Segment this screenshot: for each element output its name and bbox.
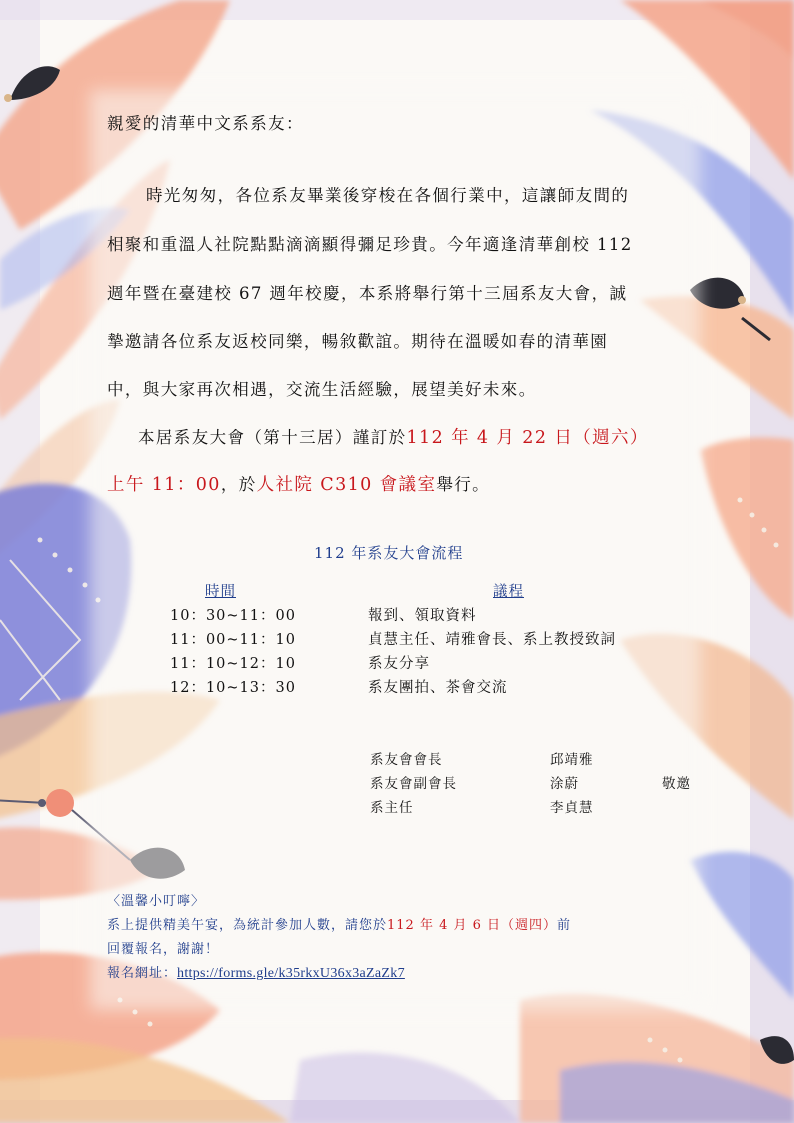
event-date: 112 年 4 月 22 日（週六） — [406, 428, 649, 448]
schedule-title: 112 年系友大會流程 — [314, 544, 464, 562]
body-line-2: 相聚和重溫人社院點點滴滴顯得彌足珍貴。今年適逢清華創校 112 — [107, 235, 633, 254]
registration-link[interactable]: https://forms.gle/k35rkxU36x3aZaZk7 — [177, 966, 405, 981]
notice-deadline: 112 年 4 月 6 日（週四） — [387, 918, 558, 933]
announcement-text: 本居系友大會（第十三居）謹訂於 — [138, 428, 407, 447]
signature-name: 邱靖雅 — [550, 752, 594, 768]
announcement-end: 舉行。 — [436, 475, 491, 494]
notice-text: 系上提供精美午宴，為統計參加人數，請您於 — [107, 918, 388, 933]
signature-role: 系友會會長 — [370, 752, 443, 768]
notice-text-end: 前 — [557, 918, 572, 933]
schedule-row-time: 12：10~13：30 — [170, 680, 296, 696]
signature-name: 李貞慧 — [550, 800, 594, 816]
notice-url-line — [107, 962, 405, 982]
body-line-5: 中，與大家再次相遇，交流生活經驗，展望美好未來。 — [107, 380, 537, 399]
event-announcement-line-2 — [107, 471, 490, 496]
schedule-row-item: 系友分享 — [368, 656, 430, 672]
schedule-row-item: 系友團拍、茶會交流 — [368, 680, 508, 696]
schedule-row-item: 貞慧主任、靖雅會長、系上教授致詞 — [368, 632, 616, 648]
body-line-3: 週年暨在臺建校 67 週年校慶，本系將舉行第十三屆系友大會，誠 — [107, 284, 628, 303]
event-place: 人社院 C310 會議室 — [256, 475, 437, 495]
signature-role: 系主任 — [370, 800, 414, 816]
schedule-header-agenda: 議程 — [493, 584, 524, 600]
schedule-row-time: 11：00~11：10 — [170, 632, 296, 648]
notice-line-2: 回覆報名，謝謝！ — [107, 942, 220, 957]
schedule-header-time: 時間 — [205, 584, 236, 600]
signature-name: 涂蔚 — [550, 776, 579, 792]
schedule-row-item: 報到、領取資料 — [368, 608, 477, 624]
body-line-1: 時光匆匆，各位系友畢業後穿梭在各個行業中，這讓師友間的 — [146, 186, 630, 205]
event-time: 上午 11：00 — [107, 475, 221, 495]
schedule-row-time: 11：10~12：10 — [170, 656, 296, 672]
notice-line-1 — [107, 914, 571, 933]
notice-title: 〈溫馨小叮嚀〉 — [107, 894, 206, 909]
signature-role: 系友會副會長 — [370, 776, 457, 792]
schedule-row-time: 10：30~11：00 — [170, 608, 296, 624]
notice-url-label: 報名網址： — [107, 966, 178, 981]
announcement-at: ，於 — [220, 475, 257, 494]
body-line-4: 摯邀請各位系友返校同樂，暢敘歡誼。期待在溫暖如春的清華園 — [107, 332, 609, 351]
greeting: 親愛的清華中文系系友： — [107, 114, 304, 133]
event-announcement-line-1 — [138, 424, 649, 449]
signature-closing: 敬邀 — [662, 776, 691, 792]
